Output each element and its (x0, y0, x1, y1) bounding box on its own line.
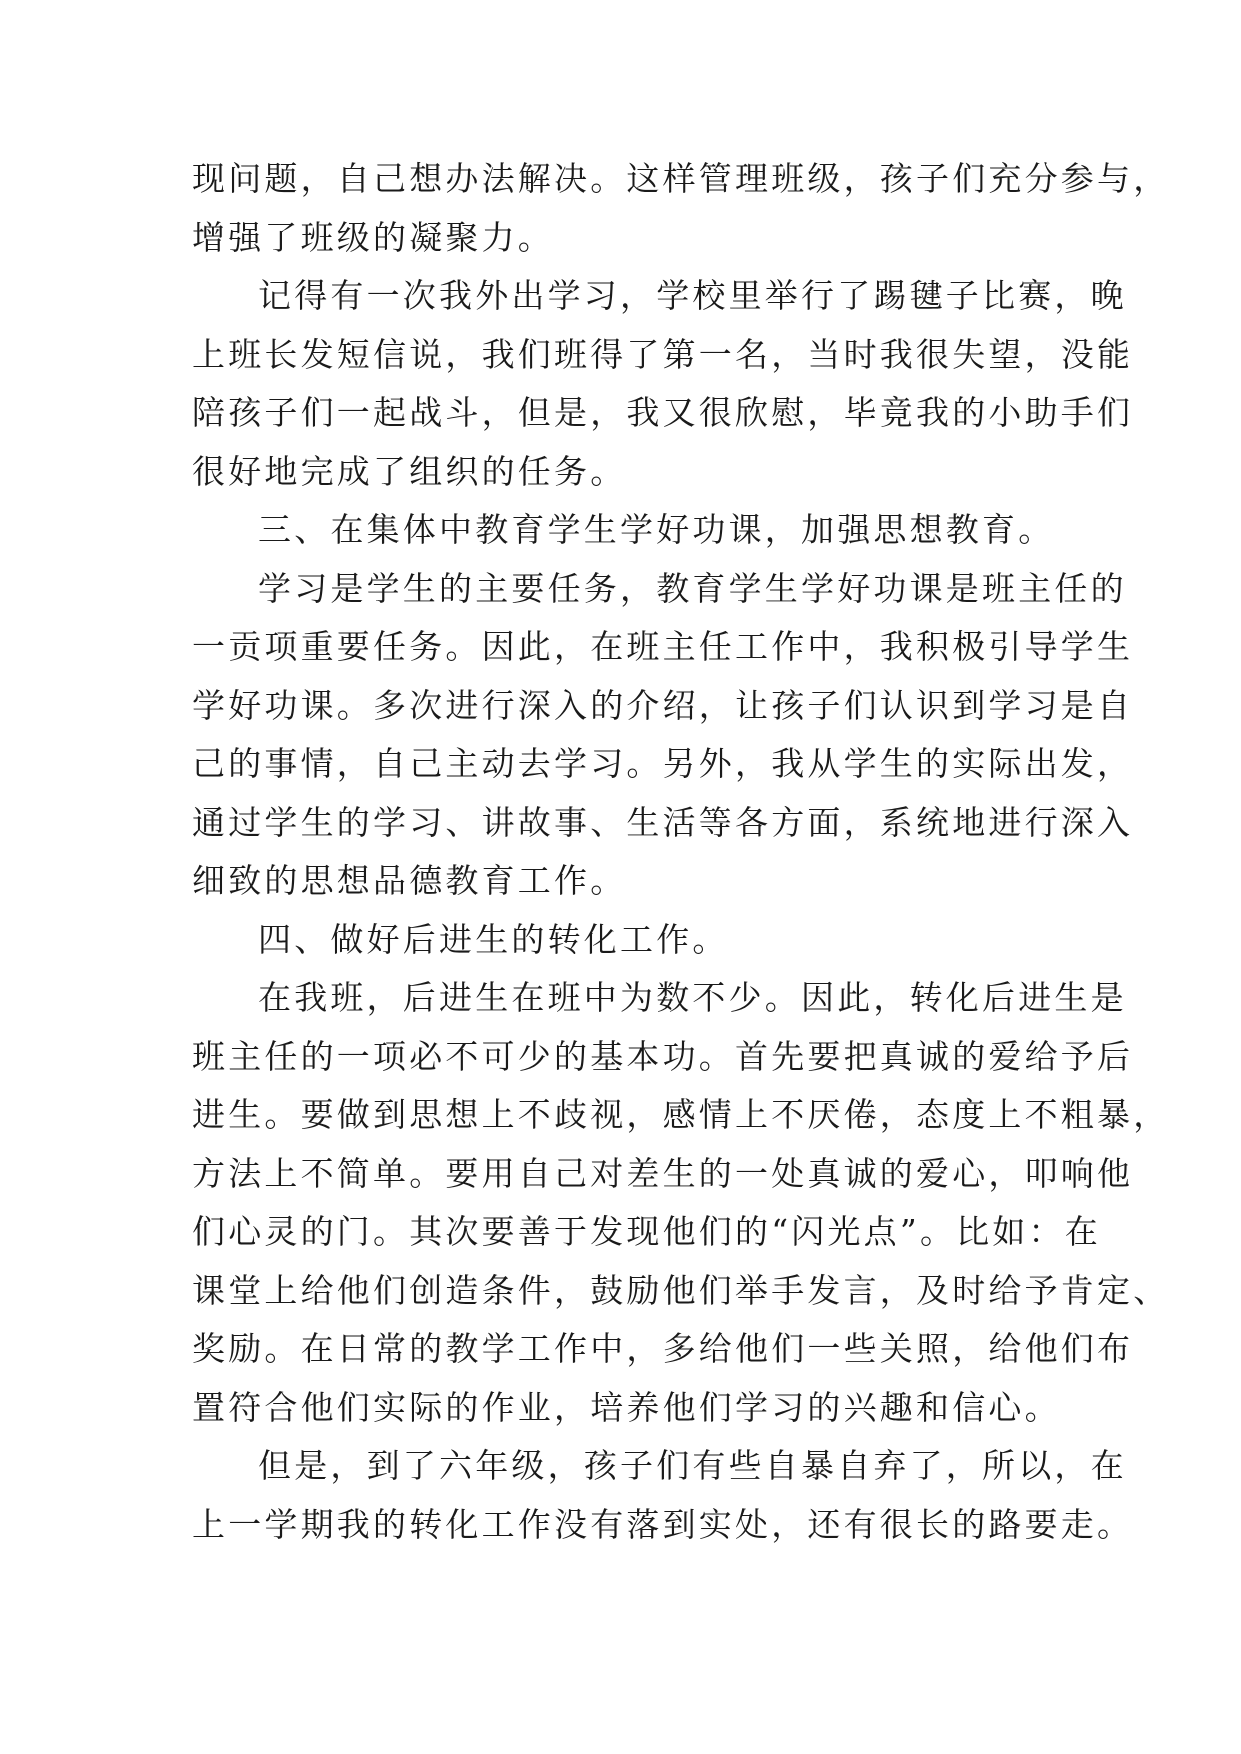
text-line: 己的事情，自己主动去学习。另外，我从学生的实际出发， (192, 744, 1134, 783)
paragraph-start-line: 记得有一次我外出学习，学校里举行了踢毽子比赛，晚 (258, 276, 1127, 315)
section-heading-3: 三、在集体中教育学生学好功课，加强思想教育。 (258, 510, 1055, 549)
text-line: 奖励。在日常的教学工作中，多给他们一些关照，给他们布 (192, 1329, 1134, 1368)
document-body (192, 150, 1170, 1554)
text-line: 上班长发短信说，我们班得了第一名，当时我很失望，没能 (192, 334, 1134, 374)
text-line: 细致的思想品德教育工作。 (192, 861, 627, 900)
text-line: 们心灵的门。其次要善于发现他们的“闪光点”。比如：在 (192, 1212, 1101, 1251)
text-line: 现问题，自己想办法解决。这样管理班级，孩子们充分参与， (192, 159, 1170, 198)
section-heading-4: 四、做好后进生的转化工作。 (258, 919, 729, 959)
text-line: 进生。要做到思想上不歧视，感情上不厌倦，态度上不粗暴， (192, 1095, 1170, 1134)
text-line: 陪孩子们一起战斗，但是，我又很欣慰，毕竟我的小助手们 (192, 393, 1134, 432)
paragraph-start-line: 在我班，后进生在班中为数不少。因此，转化后进生是 (258, 978, 1127, 1017)
text-line: 方法上不简单。要用自己对差生的一处真诚的爱心，叩响他 (192, 1153, 1134, 1193)
text-line: 增强了班级的凝聚力。 (192, 217, 554, 257)
paragraph-start-line: 但是，到了六年级，孩子们有些自暴自弃了，所以，在 (258, 1446, 1127, 1485)
text-line: 上一学期我的转化工作没有落到实处，还有很长的路要走。 (192, 1504, 1134, 1544)
text-line: 置符合他们实际的作业，培养他们学习的兴趣和信心。 (192, 1387, 1061, 1427)
paragraph-start-line: 学习是学生的主要任务，教育学生学好功课是班主任的 (258, 568, 1127, 608)
text-line: 班主任的一项必不可少的基本功。首先要把真诚的爱给予后 (192, 1036, 1134, 1076)
text-line: 通过学生的学习、讲故事、生活等各方面，系统地进行深入 (192, 802, 1134, 842)
text-line: 很好地完成了组织的任务。 (192, 451, 627, 491)
text-line: 一贡项重要任务。因此，在班主任工作中，我积极引导学生 (192, 627, 1134, 666)
text-line: 学好功课。多次进行深入的介绍，让孩子们认识到学习是自 (192, 685, 1134, 725)
text-line: 课堂上给他们创造条件，鼓励他们举手发言，及时给予肯定、 (192, 1270, 1170, 1310)
